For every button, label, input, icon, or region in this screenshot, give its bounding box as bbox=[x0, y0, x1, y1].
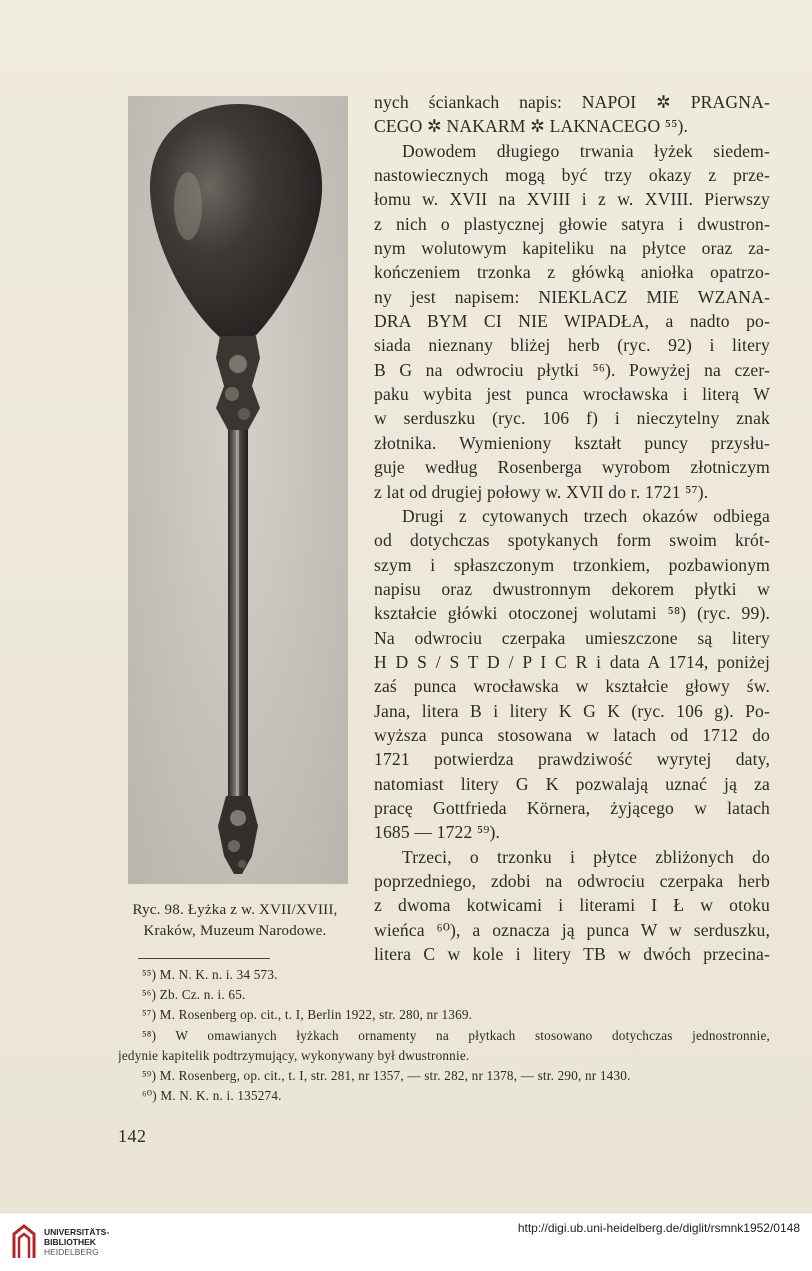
text-line: Jana, litera B i litery K G K (ryc. 106 g). Po- bbox=[374, 700, 770, 721]
text-line: kształcie główki otoczonej wolutami ⁵⁸) (ryc. 99). bbox=[374, 603, 770, 624]
text-line: natomiast litery G K pozwalają uznać ją za bbox=[374, 773, 770, 794]
footnote: ⁵⁷) M. Rosenberg op. cit., t. I, Berlin 1922, str. 280, nr 1369. bbox=[142, 1007, 473, 1023]
text-line: 1721 potwierdza prawdziwość wyrytej daty, bbox=[374, 749, 770, 770]
text-line: paku wybita jest punca wrocławska i literą W bbox=[374, 384, 770, 405]
text-line: z nich o plastycznej głowie satyra i dwustron- bbox=[374, 213, 770, 234]
text-line: nych ściankach napis: NAPOI ✲ PRAGNA- bbox=[374, 92, 770, 112]
text-line: CEGO ✲ NAKARM ✲ LAKNACEGO ⁵⁵). bbox=[374, 116, 689, 137]
caption-line: Kraków, Muzeum Narodowe. bbox=[143, 923, 327, 939]
text-line: poprzedniego, zdobi na odwrociu czerpaka herb bbox=[374, 871, 770, 891]
text-line: zaś punca wrocławska w kształcie głowy św. bbox=[374, 676, 770, 697]
text-line: DRA BYM CI NIE WIPADŁA, a nadto po- bbox=[374, 311, 770, 332]
text-line: kończeniem trzonka z główką aniołka opatrzo- bbox=[374, 262, 770, 283]
text-line: od dotychczas spotykanych form swoim krót- bbox=[374, 530, 770, 551]
footnote-continuation: jedynie kapitelik podtrzymujący, wykonywany był dwustronnie. bbox=[118, 1047, 470, 1063]
logo-line: HEIDELBERG bbox=[44, 1247, 99, 1257]
text-line: złotnika. Wymieniony kształt puncy przysłu- bbox=[374, 432, 770, 453]
page-number: 142 bbox=[118, 1126, 147, 1146]
logo-text bbox=[44, 1227, 109, 1257]
text-line: Drugi z cytowanych trzech okazów odbiega bbox=[402, 505, 770, 526]
text-line: guje według Rosenberga wyrobom złotniczym bbox=[374, 457, 770, 478]
text-line: B G na odwrociu płytki ⁵⁶). Powyżej na czer- bbox=[374, 359, 770, 380]
text-line: łomu w. XVII na XVIII i z w. XVIII. Pierwszy bbox=[374, 189, 770, 210]
footnotes bbox=[118, 965, 770, 1106]
text-line: nym wolutowym kapiteliku na płytce oraz za- bbox=[374, 238, 770, 259]
text-line: H D S / S T D / P I C R i data A 1714, poniżej bbox=[374, 651, 770, 672]
text-line: siada nieznany bliżej herb (ryc. 92) i litery bbox=[374, 335, 770, 356]
text-line: 1685 — 1722 ⁵⁹). bbox=[374, 822, 501, 843]
text-line: z lat od drugiej połowy w. XVII do r. 1721 ⁵⁷). bbox=[374, 481, 709, 502]
text-line: szym i spłaszczonym trzonkiem, pozbawionym bbox=[374, 554, 770, 575]
library-emblem-icon bbox=[10, 1224, 38, 1260]
text-line: z dwoma kotwicami i literami I Ł w otoku bbox=[374, 895, 770, 916]
text-line: napisu oraz dwustronnym dekorem płytki w bbox=[374, 578, 770, 599]
text-line: ny jest napisem: NIEKLACZ MIE WZANA- bbox=[374, 286, 770, 307]
text-line: Trzeci, o trzonku i płytce zbliżonych do bbox=[402, 846, 770, 867]
text-line: nastowiecznych mogą być trzy okazy z prze- bbox=[374, 165, 770, 186]
text-line: litera C w kole i litery TB w dwóch przecina- bbox=[374, 944, 770, 965]
text-line: wieńca ⁶⁰), a oznacza ją punca W w serduszku, bbox=[374, 919, 770, 940]
text-line: wyższa punca stosowana w latach od 1712 do bbox=[374, 724, 770, 745]
figure-caption bbox=[110, 900, 360, 942]
spoon-photograph bbox=[128, 96, 348, 884]
footnote: ⁵⁶) Zb. Cz. n. i. 65. bbox=[142, 987, 246, 1003]
text-line: w serduszku (ryc. 106 f) i nieczytelny znak bbox=[374, 408, 770, 429]
footnote: ⁶⁰) M. N. K. n. i. 135274. bbox=[142, 1088, 282, 1104]
spoon-illustration bbox=[128, 96, 348, 884]
permalink-url[interactable]: http://digi.ub.uni-heidelberg.de/diglit/rsmnk1952/0148 bbox=[517, 1221, 800, 1235]
text-line: pracę Gottfrieda Körnera, żyjącego w latach bbox=[374, 797, 770, 818]
footnote-rule bbox=[138, 958, 270, 959]
footnote: ⁵⁹) M. Rosenberg, op. cit., t. I, str. 281, nr 1357, — str. 282, nr 1378, — str. 290, nr 1430. bbox=[142, 1067, 631, 1083]
logo-line: UNIVERSITÄTS- bbox=[44, 1227, 110, 1237]
text-line: Dowodem długiego trwania łyżek siedem- bbox=[402, 140, 770, 161]
heidelberg-library-logo[interactable] bbox=[10, 1220, 120, 1264]
logo-line: BIBLIOTHEK bbox=[44, 1237, 96, 1247]
footnote: ⁵⁸) W omawianych łyżkach ornamenty na płytkach stosowano dotychczas jednostronnie, bbox=[142, 1027, 770, 1043]
text-line: Na odwrociu czerpaka umieszczone są litery bbox=[374, 627, 770, 648]
caption-line: Ryc. 98. Łyżka z w. XVII/XVIII, bbox=[132, 902, 338, 918]
footnote: ⁵⁵) M. N. K. n. i. 34 573. bbox=[142, 967, 278, 982]
body-text bbox=[374, 90, 770, 966]
